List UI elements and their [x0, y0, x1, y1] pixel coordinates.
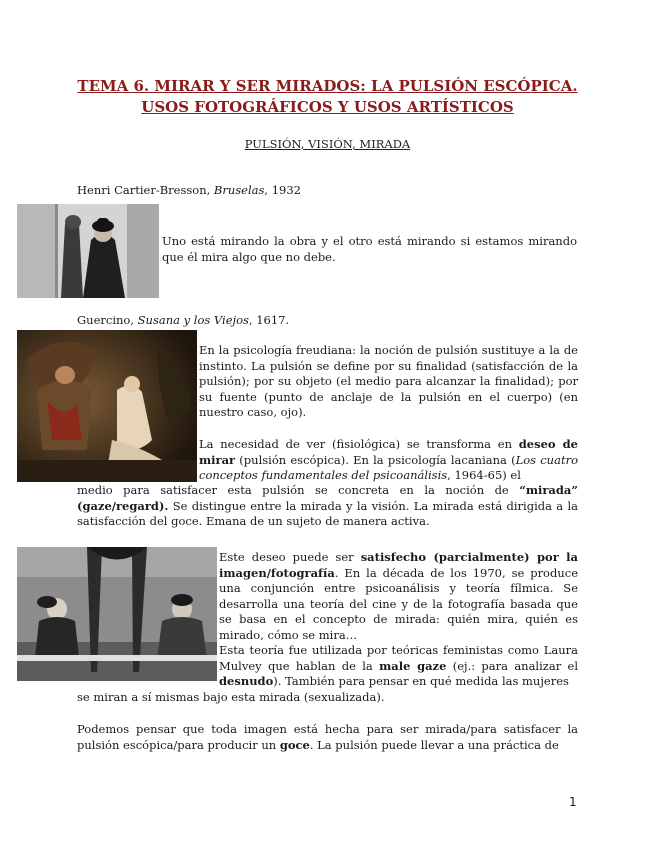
film-still-image	[17, 547, 217, 681]
paragraph-deseo-mirar: La necesidad de ver (fisiológica) se transforma en deseo de mirar (pulsión escópica). En la psicología lacaniana (Los cuatro conceptos fundamentales del psicoanálisis, 1964-65) el	[199, 437, 578, 482]
title-line-2: USOS FOTOGRÁFICOS Y USOS ARTÍSTICOS	[141, 98, 514, 116]
title-line-1: TEMA 6. MIRAR Y SER MIRADOS: LA PULSIÓN ESCÓPICA.	[77, 77, 578, 95]
caption-guercino: Guercino, Susana y los Viejos, 1617.	[77, 313, 290, 327]
susana-painting-image	[17, 330, 197, 482]
paragraph-goce: Podemos pensar que toda imagen está hecha para ser mirada/para satisfacer la pulsión escópica/para producir un goce. La pulsión puede llevar a una práctica de	[77, 722, 578, 752]
section-subtitle: PULSIÓN, VISIÓN, MIRADA	[244, 137, 411, 151]
painting-susana	[17, 330, 197, 482]
page-number: 1	[569, 795, 577, 809]
photo-film-still	[17, 547, 217, 681]
paragraph-mirada: medio para satisfacer esta pulsión se concreta en la noción de “mirada” (gaze/regard). Se distingue entre la mirada y la visión. La mirada está dirigida a la satisfacción del goce. Emana de un sujeto de manera activa.	[77, 483, 578, 528]
paragraph-freud: En la psicología freudiana: la noción de pulsión sustituye a la de instinto. La pulsión se define por su finalidad (satisfacción de la pulsión); por su objeto (el medio para alcanzar la finalidad); por su fuente (punto de anclaje de la pulsión en el cuerpo) (en nuestro caso, ojo).	[199, 343, 578, 419]
photo-bruselas	[17, 204, 159, 298]
caption-cartier-bresson: Henri Cartier-Bresson, Bruselas, 1932	[77, 183, 301, 197]
bruselas-photo-image	[17, 204, 159, 298]
paragraph-mulvey: Esta teoría fue utilizada por teóricas feministas como Laura Mulvey que hablan de la male gaze (ej.: para analizar el desnudo). También para pensar en qué medida las mujeres	[219, 643, 579, 688]
paragraph-satisfecho: Este deseo puede ser satisfecho (parcialmente) por la imagen/fotografía. En la década de los 1970, se produce una conjunción entre psicoanálisis y teoría fílmica. Se desarrolla una teoría del cine y de la fotografía basada que se basa en el concepto de mirada: quién mira, quién es mirado, cómo se mira…	[219, 550, 578, 642]
paragraph-sexualizada: se miran a sí mismas bajo esta mirada (sexualizada).	[77, 690, 385, 704]
paragraph-bruselas: Uno está mirando la obra y el otro está mirando si estamos mirando que él mira algo que no debe.	[162, 234, 577, 264]
